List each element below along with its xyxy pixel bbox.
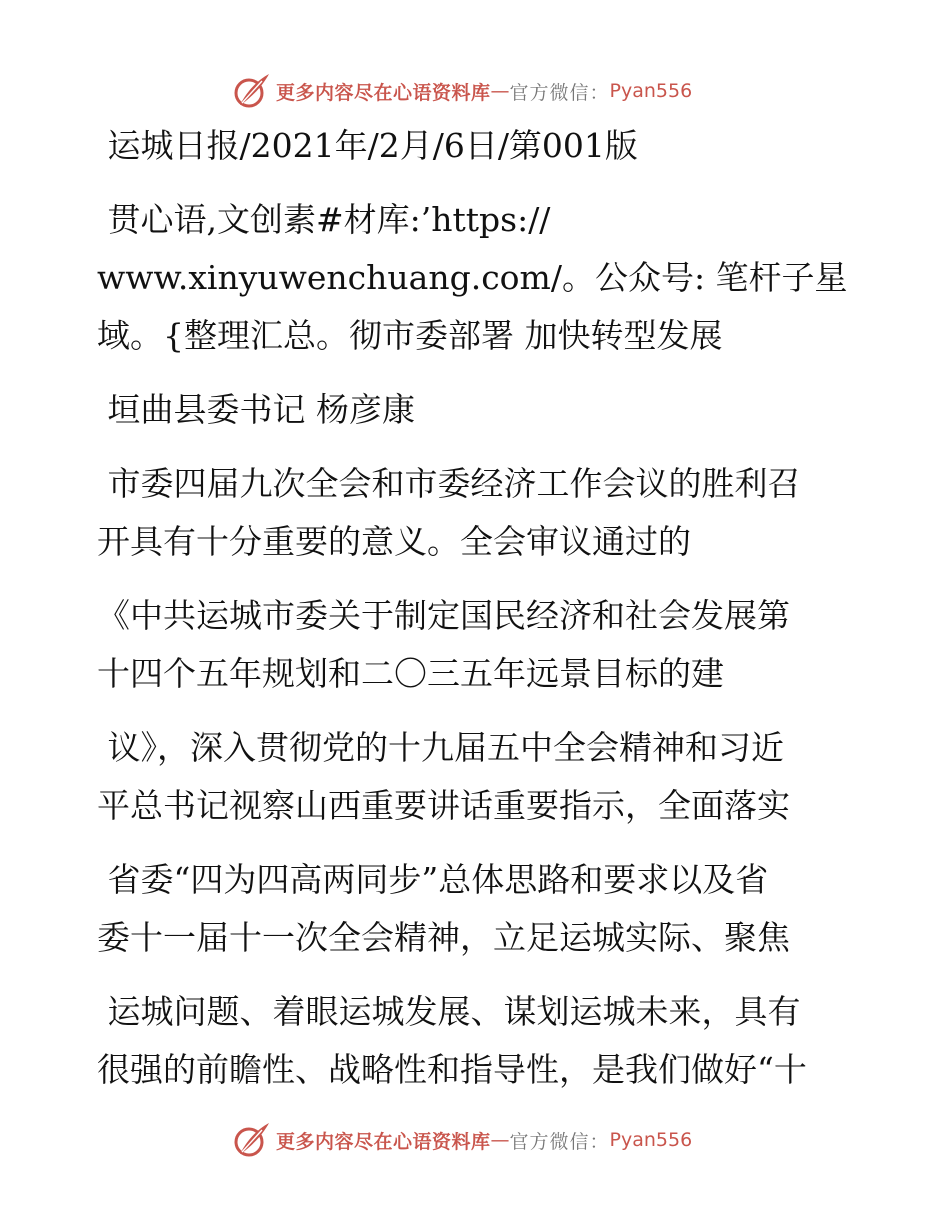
watermark-official-label: 官方微信： [509, 1130, 610, 1153]
text-line: 省委“四为四高两同步”总体思路和要求以及省 [97, 860, 769, 899]
text-line: 域。{整理汇总。彻市委部署 加快转型发展 [97, 316, 723, 355]
text-line: 十四个五年规划和二〇三五年远景目标的建 [97, 654, 724, 693]
watermark-wechat-id: Pyan556 [609, 1129, 693, 1151]
watermark-text: 更多内容尽在心语资料库 [276, 1130, 491, 1153]
header-watermark [232, 71, 692, 111]
text-line: www.xinyuwenchuang.com/。公众号: 笔杆子星 [97, 258, 848, 297]
text-line: 市委四届九次全会和市委经济工作会议的胜利召 [97, 464, 801, 503]
text-line: 开具有十分重要的意义。全会审议通过的 [97, 522, 691, 561]
text-line: 运城问题、着眼运城发展、谋划运城未来，具有 [97, 992, 801, 1031]
text-line: 贯心语,文创素#材库:’https:// [97, 200, 551, 239]
text-line: 运城日报/2021年/2月/6日/第001版 [97, 126, 638, 165]
watermark-separator: — [490, 80, 510, 102]
text-line: 垣曲县委书记 杨彦康 [97, 390, 415, 429]
text-line: 《中共运城市委关于制定国民经济和社会发展第 [97, 596, 790, 635]
feather-pen-circle-icon [232, 71, 272, 111]
text-line: 很强的前瞻性、战略性和指导性，是我们做好“十 [97, 1050, 807, 1089]
watermark-official-label: 官方微信： [509, 81, 610, 104]
text-line: 平总书记视察山西重要讲话重要指示，全面落实 [97, 786, 790, 825]
watermark-separator: — [490, 1129, 510, 1151]
feather-pen-circle-icon [232, 1120, 272, 1160]
footer-watermark [232, 1120, 692, 1160]
watermark-wechat-id: Pyan556 [609, 80, 693, 102]
watermark-text: 更多内容尽在心语资料库 [276, 81, 491, 104]
text-line: 委十一届十一次全会精神，立足运城实际、聚焦 [97, 918, 790, 957]
text-line: 议》，深入贯彻党的十九届五中全会精神和习近 [97, 728, 784, 767]
